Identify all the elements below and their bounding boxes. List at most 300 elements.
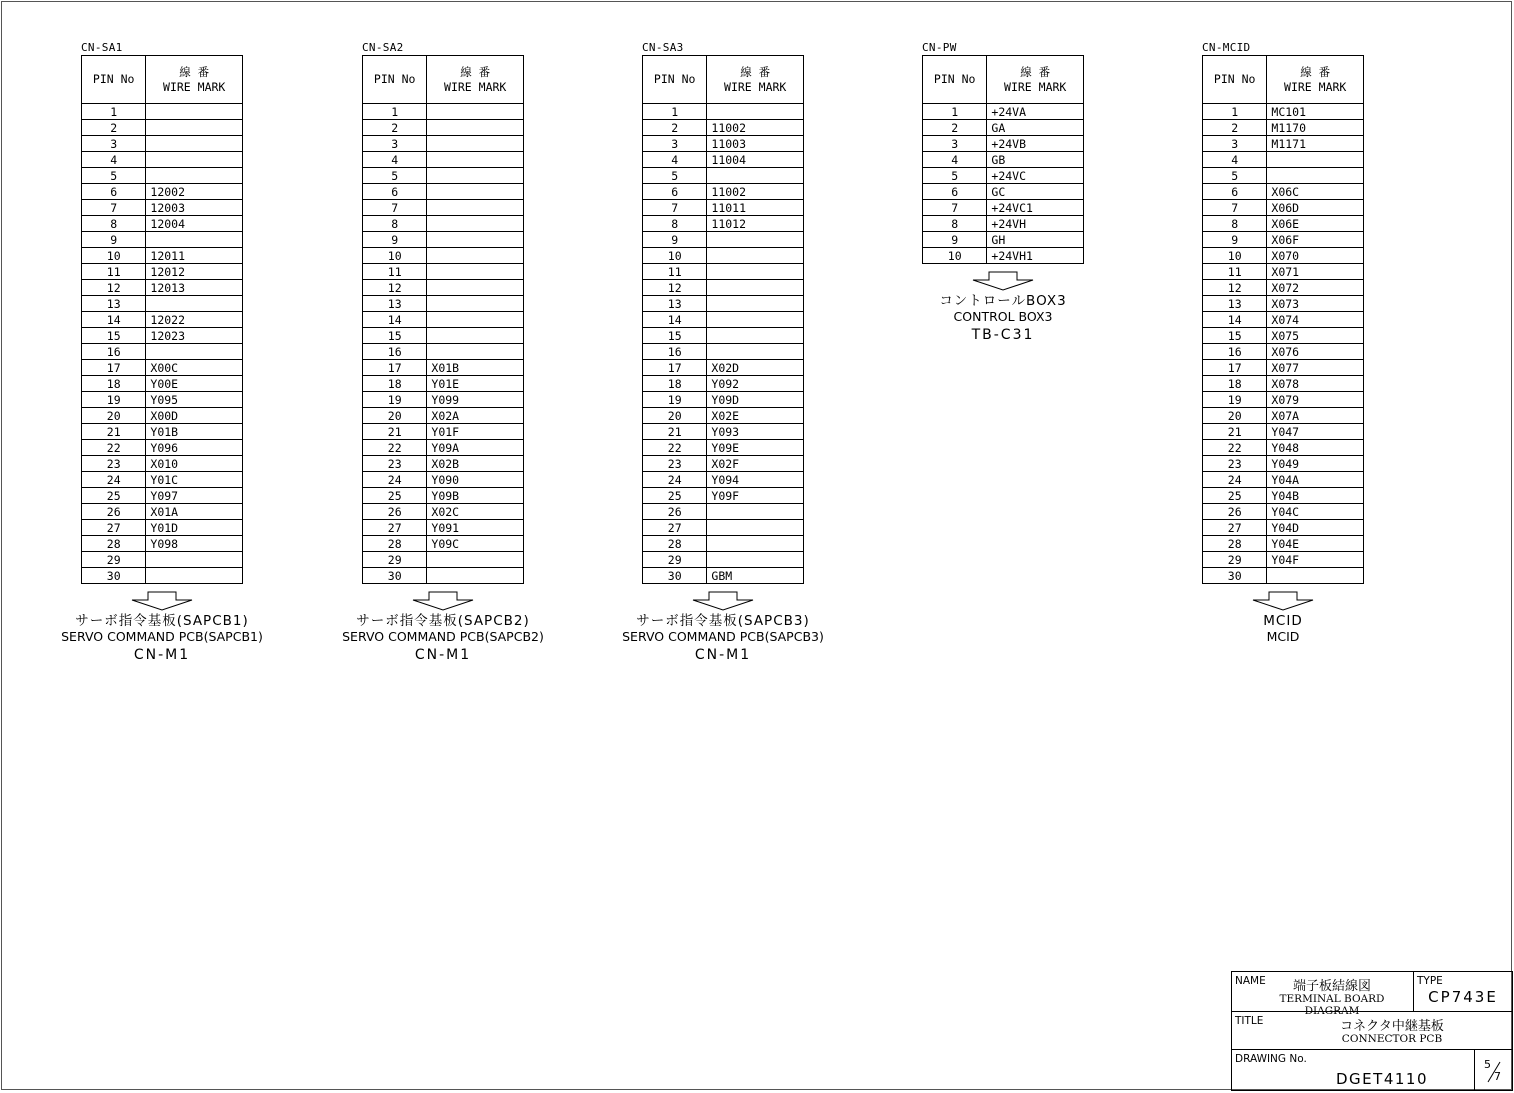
pin-number: 22 — [363, 440, 427, 456]
pin-number: 14 — [643, 312, 707, 328]
wire-mark: 12012 — [146, 264, 243, 280]
table-row — [363, 568, 524, 584]
connector-cn-sa1 — [81, 40, 243, 584]
table-row — [643, 168, 804, 184]
pin-number: 1 — [643, 104, 707, 120]
table-row — [363, 248, 524, 264]
pin-number: 6 — [363, 184, 427, 200]
sheet-number — [1480, 1058, 1508, 1086]
table-row — [363, 152, 524, 168]
pin-number: 3 — [82, 136, 146, 152]
wire-mark: 12002 — [146, 184, 243, 200]
table-row — [82, 504, 243, 520]
table-row — [363, 392, 524, 408]
header-row — [363, 56, 524, 104]
pin-number: 21 — [363, 424, 427, 440]
wire-mark: +24VH1 — [987, 248, 1084, 264]
table-row — [923, 232, 1084, 248]
table-row — [643, 216, 804, 232]
wire-mark — [146, 136, 243, 152]
title-label: TITLE — [1235, 1015, 1264, 1027]
table-row — [1203, 200, 1364, 216]
wire-mark — [427, 184, 524, 200]
wire-mark — [427, 552, 524, 568]
connector-cn-sa3 — [642, 40, 804, 584]
pin-number: 4 — [82, 152, 146, 168]
table-row — [643, 376, 804, 392]
pin-header: PIN No — [363, 56, 427, 104]
wire-mark: X06C — [1267, 184, 1364, 200]
table-row — [643, 344, 804, 360]
table-row — [82, 488, 243, 504]
pin-number: 29 — [643, 552, 707, 568]
table-row — [643, 296, 804, 312]
table-row — [82, 184, 243, 200]
target-name-jp: サーボ指令基板(SAPCB2) — [356, 613, 530, 629]
table-row — [923, 200, 1084, 216]
pin-number: 8 — [1203, 216, 1267, 232]
wire-mark: Y090 — [427, 472, 524, 488]
wire-mark — [427, 232, 524, 248]
table-row — [82, 264, 243, 280]
table-row — [643, 408, 804, 424]
pin-number: 12 — [363, 280, 427, 296]
table-row — [363, 312, 524, 328]
header-row — [923, 56, 1084, 104]
pin-number: 14 — [1203, 312, 1267, 328]
wire-mark: X079 — [1267, 392, 1364, 408]
table-row — [363, 440, 524, 456]
pin-number: 28 — [643, 536, 707, 552]
wire-mark — [146, 104, 243, 120]
table-row — [363, 328, 524, 344]
table-row — [363, 264, 524, 280]
pin-number: 7 — [363, 200, 427, 216]
table-row — [643, 424, 804, 440]
pin-number: 21 — [643, 424, 707, 440]
table-row — [363, 408, 524, 424]
pin-number: 22 — [643, 440, 707, 456]
wire-mark: 11012 — [707, 216, 804, 232]
wire-header-jp: 線 番 — [460, 64, 491, 79]
wire-mark — [427, 312, 524, 328]
wire-mark — [146, 552, 243, 568]
wire-mark: X00C — [146, 360, 243, 376]
table-row — [363, 296, 524, 312]
down-arrow-icon — [691, 591, 755, 611]
connector-cn-sa2 — [362, 40, 524, 584]
target-name-en: MCID — [1266, 629, 1300, 644]
pin-number: 20 — [1203, 408, 1267, 424]
pin-number: 22 — [1203, 440, 1267, 456]
pin-number: 8 — [82, 216, 146, 232]
wire-mark: Y04F — [1267, 552, 1364, 568]
table-row — [1203, 168, 1364, 184]
wire-mark: Y092 — [707, 376, 804, 392]
pin-number: 1 — [363, 104, 427, 120]
target-name-en: SERVO COMMAND PCB(SAPCB2) — [342, 629, 544, 644]
wire-header-en: WIRE MARK — [724, 79, 787, 94]
wire-header-en: WIRE MARK — [1004, 79, 1067, 94]
pin-number: 19 — [1203, 392, 1267, 408]
table-row — [82, 296, 243, 312]
pin-number: 11 — [1203, 264, 1267, 280]
table-row — [1203, 536, 1364, 552]
pin-number: 17 — [363, 360, 427, 376]
wire-header-jp: 線 番 — [1020, 64, 1051, 79]
table-row — [82, 360, 243, 376]
pin-number: 12 — [643, 280, 707, 296]
wire-mark — [1267, 152, 1364, 168]
wire-mark: X072 — [1267, 280, 1364, 296]
wire-mark: Y09C — [427, 536, 524, 552]
pin-number: 6 — [923, 184, 987, 200]
wire-mark: 12003 — [146, 200, 243, 216]
pin-number: 1 — [1203, 104, 1267, 120]
table-row — [82, 440, 243, 456]
target-name-jp: MCID — [1263, 613, 1303, 629]
table-row — [82, 312, 243, 328]
wire-mark: 11011 — [707, 200, 804, 216]
target-name-en: SERVO COMMAND PCB(SAPCB1) — [61, 629, 263, 644]
table-row — [643, 280, 804, 296]
table-row — [923, 168, 1084, 184]
pin-number: 20 — [363, 408, 427, 424]
pin-number: 26 — [82, 504, 146, 520]
pin-number: 4 — [1203, 152, 1267, 168]
table-row — [1203, 392, 1364, 408]
wire-mark — [707, 280, 804, 296]
pin-number: 5 — [363, 168, 427, 184]
pin-number: 4 — [643, 152, 707, 168]
pin-number: 25 — [82, 488, 146, 504]
pin-number: 10 — [1203, 248, 1267, 264]
wire-mark: X07A — [1267, 408, 1364, 424]
wire-mark — [707, 264, 804, 280]
pin-number: 27 — [1203, 520, 1267, 536]
table-row — [1203, 504, 1364, 520]
wire-mark — [427, 104, 524, 120]
table-row — [363, 136, 524, 152]
table-row — [1203, 344, 1364, 360]
table-row — [1203, 520, 1364, 536]
wire-mark: 12004 — [146, 216, 243, 232]
pin-number: 7 — [643, 200, 707, 216]
wire-header — [987, 56, 1084, 104]
wire-mark: Y04A — [1267, 472, 1364, 488]
pin-number: 8 — [363, 216, 427, 232]
table-row — [363, 424, 524, 440]
table-row — [923, 216, 1084, 232]
wire-header — [707, 56, 804, 104]
wire-mark — [427, 136, 524, 152]
pin-number: 12 — [82, 280, 146, 296]
table-row — [363, 232, 524, 248]
pin-header: PIN No — [923, 56, 987, 104]
wire-mark — [427, 168, 524, 184]
table-row — [363, 360, 524, 376]
pin-number: 15 — [643, 328, 707, 344]
wire-mark — [707, 552, 804, 568]
pin-number: 11 — [643, 264, 707, 280]
pin-number: 7 — [1203, 200, 1267, 216]
table-row — [923, 248, 1084, 264]
wire-mark: 12011 — [146, 248, 243, 264]
pin-table — [81, 55, 243, 584]
wire-mark: Y098 — [146, 536, 243, 552]
header-row — [643, 56, 804, 104]
table-row — [82, 536, 243, 552]
wire-header-jp: 線 番 — [179, 64, 210, 79]
pin-number: 19 — [363, 392, 427, 408]
pin-number: 13 — [82, 296, 146, 312]
pin-number: 18 — [643, 376, 707, 392]
table-row — [1203, 424, 1364, 440]
wire-mark — [707, 520, 804, 536]
table-row — [82, 152, 243, 168]
wire-mark: Y04D — [1267, 520, 1364, 536]
pin-number: 10 — [923, 248, 987, 264]
pin-number: 24 — [363, 472, 427, 488]
wire-mark — [146, 344, 243, 360]
table-row — [363, 200, 524, 216]
table-row — [82, 120, 243, 136]
pin-number: 9 — [923, 232, 987, 248]
wire-mark: Y01D — [146, 520, 243, 536]
table-row — [82, 424, 243, 440]
pin-number: 10 — [643, 248, 707, 264]
wire-mark — [146, 568, 243, 584]
name-label: NAME — [1235, 975, 1266, 987]
wire-mark — [707, 232, 804, 248]
pin-number: 7 — [923, 200, 987, 216]
table-row — [643, 120, 804, 136]
pin-header: PIN No — [82, 56, 146, 104]
target-connector: CN-M1 — [133, 647, 191, 663]
pin-number: 20 — [643, 408, 707, 424]
wire-mark: Y091 — [427, 520, 524, 536]
table-row — [643, 536, 804, 552]
title-block-title-row — [1232, 1012, 1512, 1050]
wire-mark — [427, 280, 524, 296]
target-name-en: CONTROL BOX3 — [953, 309, 1053, 324]
wire-header-en: WIRE MARK — [444, 79, 507, 94]
pin-number: 17 — [1203, 360, 1267, 376]
table-row — [643, 552, 804, 568]
pin-number: 9 — [82, 232, 146, 248]
type-value: CP743E — [1428, 988, 1498, 1006]
wire-mark: X02E — [707, 408, 804, 424]
table-row — [923, 104, 1084, 120]
table-row — [643, 136, 804, 152]
pin-number: 21 — [82, 424, 146, 440]
wire-mark: X06D — [1267, 200, 1364, 216]
table-row — [643, 264, 804, 280]
pin-number: 20 — [82, 408, 146, 424]
table-row — [643, 440, 804, 456]
table-row — [363, 456, 524, 472]
pin-number: 16 — [363, 344, 427, 360]
pin-number: 6 — [82, 184, 146, 200]
wire-mark — [146, 120, 243, 136]
table-row — [643, 248, 804, 264]
table-row — [1203, 136, 1364, 152]
table-row — [1203, 232, 1364, 248]
table-row — [363, 472, 524, 488]
pin-number: 5 — [643, 168, 707, 184]
table-row — [82, 376, 243, 392]
wire-mark — [146, 296, 243, 312]
wire-mark — [707, 296, 804, 312]
connector-cn-pw — [922, 40, 1084, 264]
pin-number: 30 — [363, 568, 427, 584]
wire-header-en: WIRE MARK — [163, 79, 226, 94]
pin-table — [1202, 55, 1364, 584]
pin-number: 27 — [643, 520, 707, 536]
table-row — [1203, 568, 1364, 584]
table-row — [82, 168, 243, 184]
target-device — [41, 591, 283, 666]
table-row — [1203, 120, 1364, 136]
wire-mark: Y097 — [146, 488, 243, 504]
pin-number: 3 — [923, 136, 987, 152]
pin-number: 16 — [82, 344, 146, 360]
wire-mark: Y01F — [427, 424, 524, 440]
table-row — [82, 136, 243, 152]
table-row — [1203, 408, 1364, 424]
pin-number: 28 — [82, 536, 146, 552]
wire-mark — [427, 152, 524, 168]
target-name-jp: サーボ指令基板(SAPCB1) — [75, 613, 249, 629]
pin-number: 1 — [82, 104, 146, 120]
table-row — [643, 104, 804, 120]
target-name-jp: コントロールBOX3 — [939, 293, 1067, 309]
target-connector: CN-M1 — [414, 647, 472, 663]
table-row — [363, 184, 524, 200]
wire-mark — [427, 248, 524, 264]
down-arrow-icon — [971, 271, 1035, 291]
pin-table — [922, 55, 1084, 264]
table-row — [643, 200, 804, 216]
wire-mark: Y09D — [707, 392, 804, 408]
wire-mark: Y099 — [427, 392, 524, 408]
sheet-slash-icon — [1480, 1058, 1508, 1086]
pin-number: 3 — [1203, 136, 1267, 152]
wire-mark: Y04E — [1267, 536, 1364, 552]
wire-mark — [427, 296, 524, 312]
wire-mark: +24VA — [987, 104, 1084, 120]
pin-number: 11 — [82, 264, 146, 280]
pin-number: 23 — [643, 456, 707, 472]
table-row — [643, 504, 804, 520]
wire-mark — [427, 264, 524, 280]
connector-title: CN-MCID — [1202, 41, 1251, 54]
wire-mark: Y01C — [146, 472, 243, 488]
pin-number: 24 — [82, 472, 146, 488]
wire-mark: 11003 — [707, 136, 804, 152]
table-row — [643, 392, 804, 408]
pin-number: 15 — [1203, 328, 1267, 344]
wire-mark: 12023 — [146, 328, 243, 344]
table-row — [82, 456, 243, 472]
wire-mark — [427, 568, 524, 584]
wire-header-en: WIRE MARK — [1284, 79, 1347, 94]
table-row — [643, 456, 804, 472]
table-row — [643, 360, 804, 376]
table-row — [923, 136, 1084, 152]
table-row — [1203, 248, 1364, 264]
table-row — [643, 328, 804, 344]
pin-table — [642, 55, 804, 584]
wire-mark: Y093 — [707, 424, 804, 440]
wire-mark: X070 — [1267, 248, 1364, 264]
pin-number: 26 — [643, 504, 707, 520]
pin-number: 23 — [1203, 456, 1267, 472]
wire-mark: GH — [987, 232, 1084, 248]
table-row — [82, 280, 243, 296]
table-row — [923, 120, 1084, 136]
connector-cn-mcid — [1202, 40, 1364, 584]
table-row — [363, 552, 524, 568]
wire-mark: X01B — [427, 360, 524, 376]
table-row — [1203, 456, 1364, 472]
wire-mark: 11004 — [707, 152, 804, 168]
wire-mark: X02F — [707, 456, 804, 472]
table-row — [82, 216, 243, 232]
wire-mark: X02D — [707, 360, 804, 376]
wire-mark — [146, 168, 243, 184]
table-row — [1203, 216, 1364, 232]
pin-table — [362, 55, 524, 584]
pin-number: 23 — [82, 456, 146, 472]
pin-number: 30 — [82, 568, 146, 584]
wire-mark: X077 — [1267, 360, 1364, 376]
wire-header-jp: 線 番 — [1300, 64, 1331, 79]
wire-mark: GBM — [707, 568, 804, 584]
title-block — [1231, 971, 1513, 1091]
pin-number: 24 — [643, 472, 707, 488]
connector-title: CN-PW — [922, 41, 957, 54]
pin-number: 5 — [923, 168, 987, 184]
pin-number: 24 — [1203, 472, 1267, 488]
pin-number: 27 — [82, 520, 146, 536]
wire-header-jp: 線 番 — [740, 64, 771, 79]
wire-header — [427, 56, 524, 104]
wire-mark: 11002 — [707, 120, 804, 136]
pin-number: 26 — [1203, 504, 1267, 520]
table-row — [363, 488, 524, 504]
pin-number: 13 — [363, 296, 427, 312]
pin-number: 2 — [363, 120, 427, 136]
wire-mark: X02B — [427, 456, 524, 472]
table-row — [1203, 440, 1364, 456]
table-row — [643, 520, 804, 536]
table-row — [363, 104, 524, 120]
pin-number: 3 — [643, 136, 707, 152]
wire-mark: X075 — [1267, 328, 1364, 344]
wire-mark: Y049 — [1267, 456, 1364, 472]
table-row — [1203, 184, 1364, 200]
pin-header: PIN No — [1203, 56, 1267, 104]
wire-mark — [707, 536, 804, 552]
pin-number: 8 — [643, 216, 707, 232]
wire-mark — [146, 152, 243, 168]
pin-number: 19 — [82, 392, 146, 408]
pin-number: 28 — [363, 536, 427, 552]
table-row — [82, 472, 243, 488]
pin-number: 18 — [363, 376, 427, 392]
wire-mark: Y04B — [1267, 488, 1364, 504]
